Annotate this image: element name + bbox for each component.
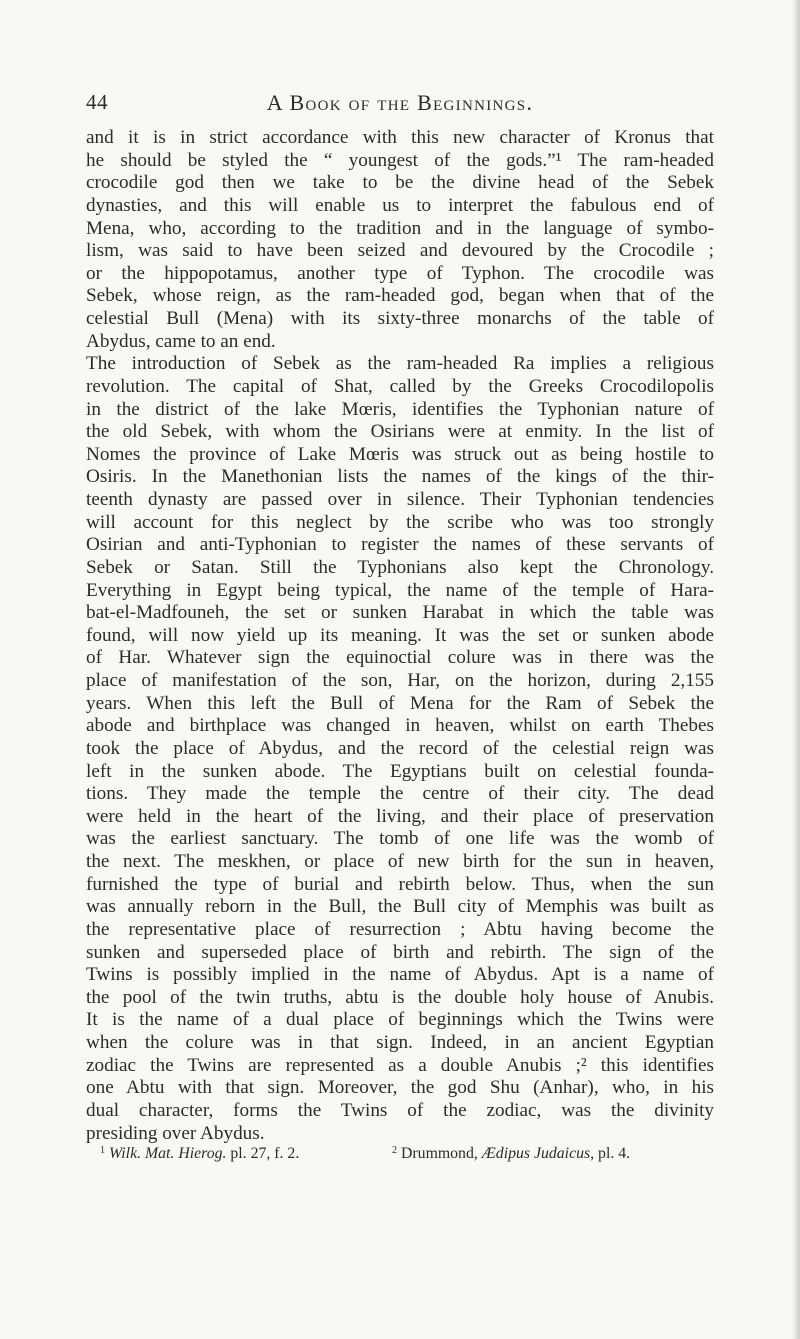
text-line: Sebek or Satan. Still the Typhonians also kept the Chronology. bbox=[86, 556, 714, 578]
text-line: the old Sebek, with whom the Osirians were at enmity. In the list of bbox=[86, 421, 714, 443]
text-line: Sebek, whose reign, as the ram-headed god, began when that of the bbox=[86, 285, 714, 307]
text-line: Osirian and anti-Typhonian to register the names of these servants of bbox=[86, 534, 714, 556]
text-line: teenth dynasty are passed over in silence. Their Typhonian tendencies bbox=[86, 489, 714, 510]
text-line: the pool of the twin truths, abtu is the double holy house of Anubis. bbox=[86, 986, 714, 1008]
page-edge-shadow bbox=[792, 0, 800, 1339]
body-text bbox=[86, 127, 714, 1145]
text-line: the next. The meskhen, or place of new birth for the sun in heaven, bbox=[86, 851, 714, 872]
text-line: place of manifestation of the son, Har, on the horizon, during 2,155 bbox=[86, 670, 714, 691]
text-line: Abydus, came to an end. bbox=[86, 330, 276, 352]
text-line: when the colure was in that sign. Indeed, in an ancient Egyptian bbox=[86, 1032, 714, 1053]
text-line: and it is in strict accordance with this new character of Kronus that bbox=[86, 127, 714, 148]
footnote-2 bbox=[392, 1140, 630, 1165]
text-line: of Har. Whatever sign the equinoctial colure was in there was the bbox=[86, 647, 714, 669]
text-line: abode and birthplace was changed in heaven, whilst on earth Thebes bbox=[86, 715, 714, 737]
text-line: The introduction of Sebek as the ram-headed Ra implies a religious bbox=[86, 353, 714, 375]
text-line: years. When this left the Bull of Mena for the Ram of Sebek the bbox=[86, 692, 714, 714]
text-line: or the hippopotamus, another type of Typhon. The crocodile was bbox=[86, 262, 714, 284]
footnotes bbox=[86, 1140, 714, 1162]
footnote-reference: pl. 27, f. 2. bbox=[226, 1145, 300, 1162]
footnote-marker: 1 bbox=[100, 1145, 105, 1156]
text-line: Nomes the province of Lake Mœris was struck out as being hostile to bbox=[86, 443, 714, 465]
text-line: left in the sunken abode. The Egyptians built on celestial founda- bbox=[86, 760, 714, 782]
text-line: were held in the heart of the living, and their place of preservation bbox=[86, 805, 714, 827]
text-line: one Abtu with that sign. Moreover, the god Shu (Anhar), who, in his bbox=[86, 1077, 714, 1099]
page-number: 44 bbox=[86, 90, 108, 114]
text-line: bat-el-Madfouneh, the set or sunken Harabat in which the table was bbox=[86, 602, 714, 624]
text-line: will account for this neglect by the scribe who was too strongly bbox=[86, 511, 714, 533]
text-line: tions. They made the temple the centre of their city. The dead bbox=[86, 783, 714, 805]
text-line: crocodile god then we take to be the divine head of the Sebek bbox=[86, 172, 714, 194]
text-line: the representative place of resurrection ; Abtu having become the bbox=[86, 918, 714, 940]
text-line: he should be styled the “ youngest of the gods.”¹ The ram-headed bbox=[86, 149, 714, 171]
text-line: was the earliest sanctuary. The tomb of one life was the womb of bbox=[86, 828, 714, 850]
text-line: presiding over Abydus. bbox=[86, 1122, 265, 1144]
text-line: sunken and superseded place of birth and rebirth. The sign of the bbox=[86, 941, 714, 963]
text-line: in the district of the lake Mœris, identifies the Typhonian nature of bbox=[86, 398, 714, 420]
footnote-author: Drummond, bbox=[401, 1145, 482, 1162]
text-line: Twins is possibly implied in the name of Abydus. Apt is a name of bbox=[86, 964, 714, 986]
footnote-marker: 2 bbox=[392, 1145, 397, 1156]
text-line: It is the name of a dual place of beginnings which the Twins were bbox=[86, 1009, 714, 1031]
text-line: found, will now yield up its meaning. It was the set or sunken abode bbox=[86, 624, 714, 646]
text-line: dynasties, and this will enable us to interpret the fabulous end of bbox=[86, 194, 714, 216]
footnote-source-title: Ædipus Judaicus, bbox=[481, 1145, 595, 1162]
text-line: lism, was said to have been seized and devoured by the Crocodile ; bbox=[86, 240, 714, 262]
running-title: A Book of the Beginnings. bbox=[266, 90, 534, 115]
footnote-reference: pl. 4. bbox=[594, 1145, 631, 1162]
page-header bbox=[86, 90, 714, 122]
footnote-source-title: Wilk. Mat. Hierog. bbox=[109, 1145, 227, 1162]
text-line: furnished the type of burial and rebirth below. Thus, when the sun bbox=[86, 873, 714, 895]
text-line: celestial Bull (Mena) with its sixty-three monarchs of the table of bbox=[86, 308, 714, 329]
text-line: was annually reborn in the Bull, the Bull city of Memphis was built as bbox=[86, 896, 714, 918]
text-line: dual character, forms the Twins of the zodiac, was the divinity bbox=[86, 1099, 714, 1121]
text-line: took the place of Abydus, and the record of the celestial reign was bbox=[86, 737, 714, 759]
footnote-1 bbox=[100, 1140, 299, 1165]
text-line: zodiac the Twins are represented as a double Anubis ;² this identifies bbox=[86, 1054, 714, 1076]
text-line: revolution. The capital of Shat, called by the Greeks Crocodilopolis bbox=[86, 375, 714, 397]
text-line: Osiris. In the Manethonian lists the names of the kings of the thir- bbox=[86, 466, 714, 488]
text-line: Mena, who, according to the tradition and in the language of symbo- bbox=[86, 217, 714, 239]
text-line: Everything in Egypt being typical, the name of the temple of Hara- bbox=[86, 579, 714, 601]
